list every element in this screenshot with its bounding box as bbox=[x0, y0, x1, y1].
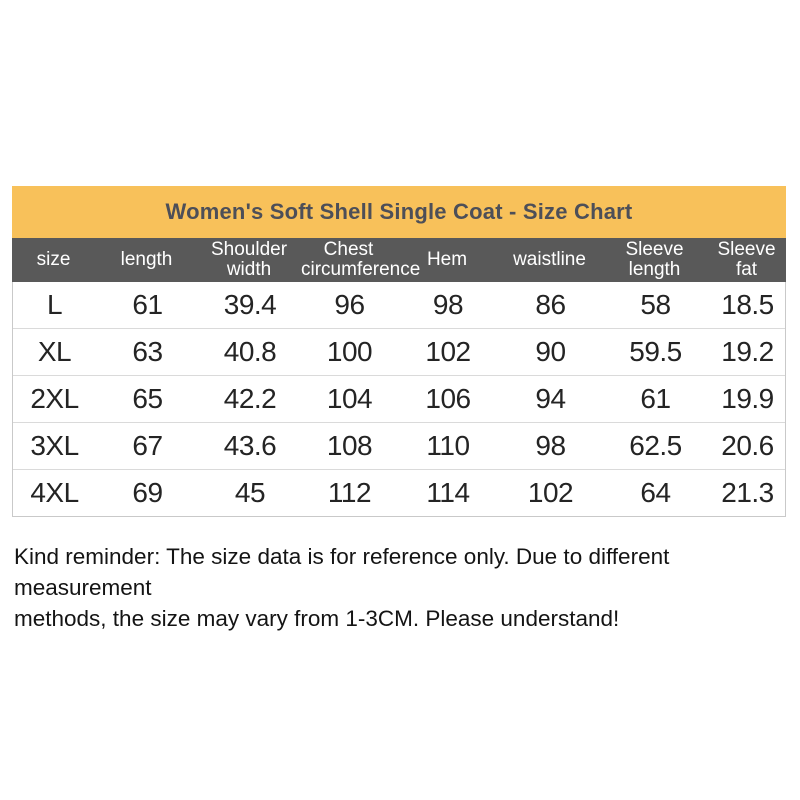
size-chart-title-bar bbox=[12, 186, 786, 238]
column-header-chest-circumference: Chest circumference bbox=[301, 239, 421, 280]
cell-sleeve-length: 59.5 bbox=[629, 336, 682, 367]
cell-waistline: 86 bbox=[535, 289, 566, 320]
cell-length: 65 bbox=[132, 383, 163, 414]
cell-waistline: 90 bbox=[535, 336, 566, 367]
kind-reminder-line-1: Kind reminder: The size data is for reference only. Due to different measurement bbox=[14, 544, 670, 600]
cell-shoulder-width: 43.6 bbox=[223, 430, 277, 461]
cell-shoulder-width: 42.2 bbox=[223, 383, 277, 414]
cell-shoulder-width: 39.4 bbox=[223, 289, 277, 320]
cell-waistline: 94 bbox=[535, 383, 566, 414]
kind-reminder-note bbox=[14, 541, 794, 634]
cell-sleeve-fat: 20.6 bbox=[721, 430, 774, 461]
cell-sleeve-length: 62.5 bbox=[629, 430, 682, 461]
table-row-3xl bbox=[13, 423, 785, 470]
column-header-length: length bbox=[120, 249, 173, 270]
column-header-size: size bbox=[36, 249, 71, 270]
cell-length: 67 bbox=[132, 430, 163, 461]
cell-length: 63 bbox=[132, 336, 163, 367]
kind-reminder-line-2: methods, the size may vary from 1-3CM. Please understand! bbox=[14, 606, 620, 631]
size-chart-title: Women's Soft Shell Single Coat - Size Chart bbox=[165, 199, 633, 224]
column-header-sleeve-length: Sleeve length bbox=[625, 239, 684, 280]
cell-waistline: 102 bbox=[527, 477, 574, 508]
cell-chest-circumference: 108 bbox=[326, 430, 373, 461]
cell-length: 69 bbox=[132, 477, 163, 508]
column-header-waistline: waistline bbox=[513, 249, 586, 270]
table-row-4xl bbox=[13, 470, 785, 516]
cell-shoulder-width: 45 bbox=[234, 477, 266, 508]
cell-chest-circumference: 100 bbox=[326, 336, 373, 367]
table-row-2xl bbox=[13, 376, 785, 423]
cell-sleeve-fat: 18.5 bbox=[721, 289, 774, 320]
cell-chest-circumference: 104 bbox=[326, 383, 373, 414]
cell-size: 2XL bbox=[30, 383, 79, 414]
table-row-l bbox=[13, 282, 785, 329]
size-chart-body bbox=[12, 282, 786, 517]
cell-size: 3XL bbox=[30, 430, 79, 461]
cell-sleeve-length: 64 bbox=[640, 477, 671, 508]
table-row-xl bbox=[13, 329, 785, 376]
cell-size: XL bbox=[37, 336, 72, 367]
size-chart-header-row bbox=[12, 238, 786, 282]
cell-sleeve-fat: 21.3 bbox=[721, 477, 774, 508]
cell-chest-circumference: 96 bbox=[334, 289, 365, 320]
cell-sleeve-fat: 19.9 bbox=[721, 383, 774, 414]
cell-sleeve-fat: 19.2 bbox=[721, 336, 774, 367]
cell-waistline: 98 bbox=[535, 430, 566, 461]
cell-hem: 114 bbox=[426, 477, 470, 508]
cell-chest-circumference: 112 bbox=[327, 477, 372, 508]
cell-sleeve-length: 58 bbox=[640, 289, 671, 320]
column-header-sleeve-fat: Sleeve fat bbox=[717, 239, 776, 280]
cell-size: 4XL bbox=[30, 477, 79, 508]
cell-sleeve-length: 61 bbox=[640, 383, 671, 414]
column-header-hem: Hem bbox=[426, 249, 468, 270]
size-chart-table bbox=[12, 186, 786, 517]
cell-hem: 98 bbox=[432, 289, 464, 320]
cell-hem: 106 bbox=[425, 383, 471, 414]
cell-length: 61 bbox=[132, 289, 163, 320]
cell-shoulder-width: 40.8 bbox=[223, 336, 277, 367]
column-header-shoulder-width: Shoulder width bbox=[210, 239, 288, 280]
cell-hem: 110 bbox=[426, 430, 470, 461]
cell-hem: 102 bbox=[425, 336, 471, 367]
cell-size: L bbox=[46, 289, 63, 320]
